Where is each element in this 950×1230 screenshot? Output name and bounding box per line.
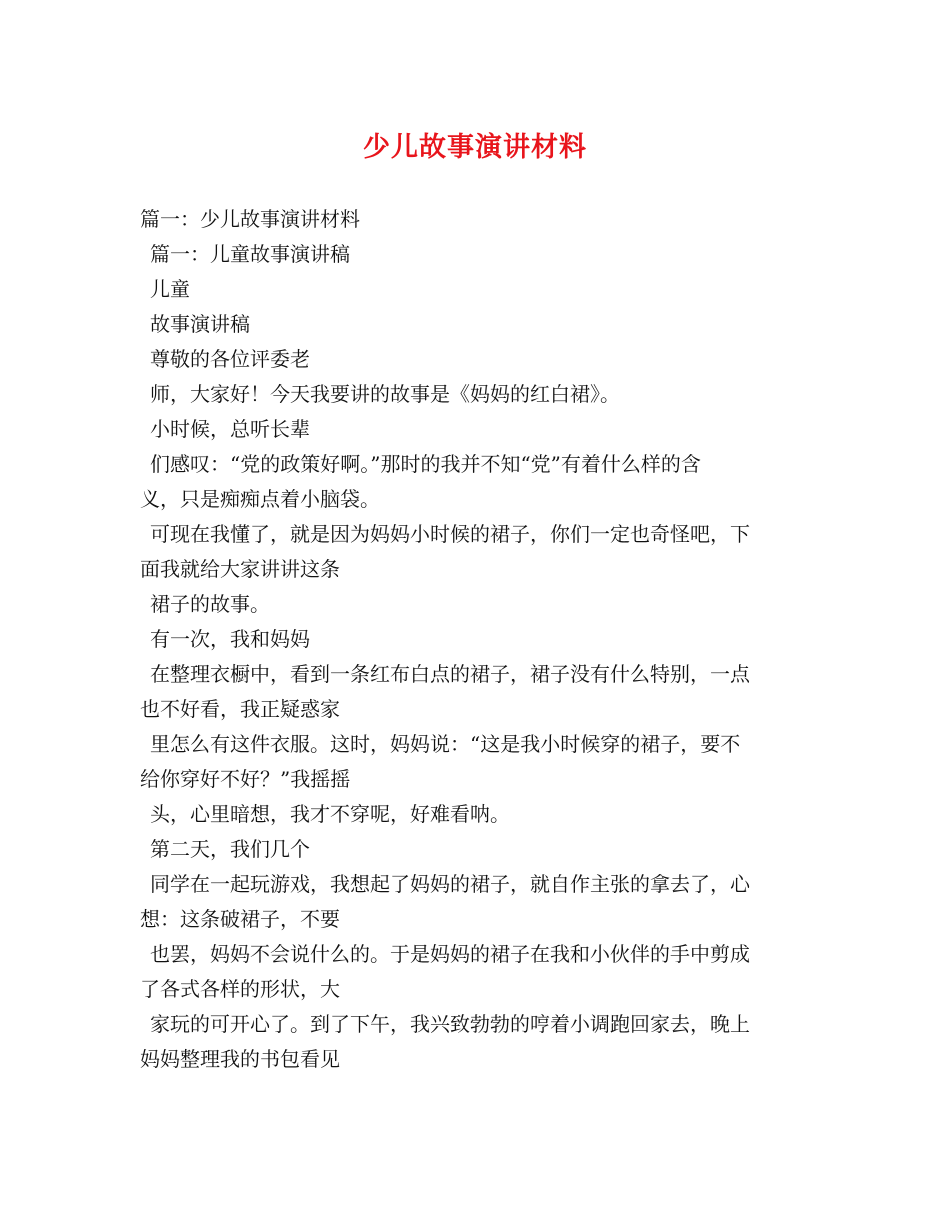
body-line: 同学在一起玩游戏，我想起了妈妈的裙子，就自作主张的拿去了，心: [150, 872, 750, 896]
body-line: 妈妈整理我的书包看见: [140, 1047, 340, 1071]
body-line: 有一次，我和妈妈: [150, 627, 310, 651]
body-line: 故事演讲稿: [150, 312, 250, 336]
body-line: 给你穿好不好？”我摇摇: [140, 767, 351, 791]
body-line: 尊敬的各位评委老: [150, 347, 310, 371]
body-line: 想：这条破裙子，不要: [140, 907, 340, 931]
body-line: 里怎么有这件衣服。这时，妈妈说：“这是我小时候穿的裙子，要不: [150, 732, 741, 756]
body-line: 头，心里暗想，我才不穿呢，好难看呐。: [150, 802, 510, 826]
body-line: 儿童: [150, 277, 190, 301]
body-line: 篇一：少儿故事演讲材料: [140, 207, 360, 231]
body-line: 第二天，我们几个: [150, 837, 310, 861]
body-line: 可现在我懂了，就是因为妈妈小时候的裙子，你们一定也奇怪吧，下: [150, 522, 750, 546]
body-line: 裙子的故事。: [150, 592, 270, 616]
body-line: 篇一：儿童故事演讲稿: [150, 242, 350, 266]
body-line: 们感叹：“党的政策好啊。”那时的我并不知“党”有着什么样的含: [150, 452, 701, 476]
body-line: 也罢，妈妈不会说什么的。于是妈妈的裙子在我和小伙伴的手中剪成: [150, 942, 750, 966]
document-title: 少儿故事演讲材料: [363, 132, 587, 163]
document-body: [140, 202, 812, 1077]
body-line: 师，大家好！今天我要讲的故事是《妈妈的红白裙》。: [150, 382, 620, 406]
body-line: 也不好看，我正疑惑家: [140, 697, 340, 721]
body-line: 面我就给大家讲讲这条: [140, 557, 340, 581]
body-line: 义，只是痴痴点着小脑袋。: [140, 487, 380, 511]
body-line: 在整理衣橱中，看到一条红布白点的裙子，裙子没有什么特别，一点: [150, 662, 750, 686]
body-line: 了各式各样的形状，大: [140, 977, 340, 1001]
body-line: 家玩的可开心了。到了下午，我兴致勃勃的哼着小调跑回家去，晚上: [150, 1012, 750, 1036]
body-line: 小时候，总听长辈: [150, 417, 310, 441]
